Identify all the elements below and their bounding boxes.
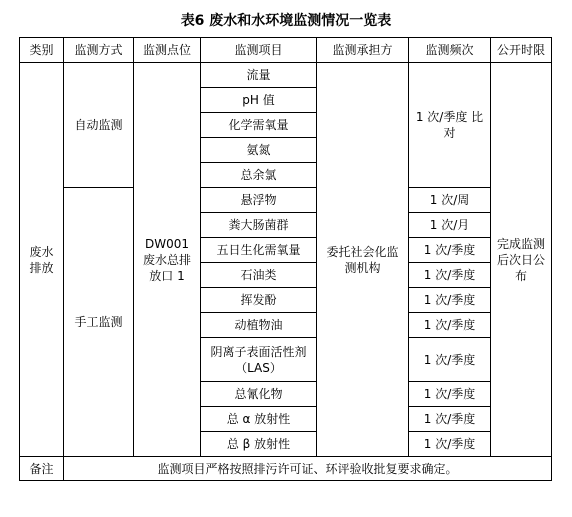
frequency-cell: 1 次/季度 — [409, 338, 491, 382]
header-row — [20, 38, 552, 63]
frequency-cell: 1 次/季度 — [409, 263, 491, 288]
undertaker-cell: 委托社会化监测机构 — [317, 63, 409, 457]
table-title: 表6 废水和水环境监测情况一览表 — [180, 13, 392, 29]
note-label: 备注 — [20, 457, 64, 481]
note-row — [20, 457, 552, 481]
point-cell: DW001 废水总排放口 1 — [134, 63, 201, 457]
item-cell: 动植物油 — [201, 313, 317, 338]
frequency-cell: 1 次/周 — [409, 188, 491, 213]
monitoring-table — [19, 37, 552, 481]
method-auto-cell: 自动监测 — [64, 63, 134, 188]
item-cell: 石油类 — [201, 263, 317, 288]
category-cell: 废水排放 — [20, 63, 64, 457]
frequency-cell: 1 次/季度 — [409, 382, 491, 407]
header-item: 监测项目 — [201, 38, 317, 63]
disclosure-cell: 完成监测后次日公布 — [491, 63, 552, 457]
header-undertaker: 监测承担方 — [317, 38, 409, 63]
item-cell: 总 β 放射性 — [201, 432, 317, 457]
header-frequency: 监测频次 — [409, 38, 491, 63]
item-cell: 五日生化需氧量 — [201, 238, 317, 263]
item-cell: 氨氮 — [201, 138, 317, 163]
item-cell: 阴离子表面活性剂（LAS） — [201, 338, 317, 382]
frequency-cell: 1 次/季度 — [409, 313, 491, 338]
table-row — [20, 188, 552, 213]
item-cell: pH 值 — [201, 88, 317, 113]
auto-frequency-cell: 1 次/季度 比对 — [409, 63, 491, 188]
header-method: 监测方式 — [64, 38, 134, 63]
header-disclosure: 公开时限 — [491, 38, 552, 63]
frequency-cell: 1 次/季度 — [409, 407, 491, 432]
item-cell: 悬浮物 — [201, 188, 317, 213]
header-point: 监测点位 — [134, 38, 201, 63]
item-cell: 挥发酚 — [201, 288, 317, 313]
item-cell: 流量 — [201, 63, 317, 88]
item-cell: 粪大肠菌群 — [201, 213, 317, 238]
header-category: 类别 — [20, 38, 64, 63]
frequency-cell: 1 次/季度 — [409, 238, 491, 263]
item-cell: 总余氯 — [201, 163, 317, 188]
frequency-cell: 1 次/月 — [409, 213, 491, 238]
item-cell: 总 α 放射性 — [201, 407, 317, 432]
frequency-cell: 1 次/季度 — [409, 432, 491, 457]
table-row — [20, 63, 552, 88]
note-text: 监测项目严格按照排污许可证、环评验收批复要求确定。 — [64, 457, 552, 481]
item-cell: 化学需氧量 — [201, 113, 317, 138]
method-manual-cell: 手工监测 — [64, 188, 134, 457]
frequency-cell: 1 次/季度 — [409, 288, 491, 313]
item-cell: 总氰化物 — [201, 382, 317, 407]
